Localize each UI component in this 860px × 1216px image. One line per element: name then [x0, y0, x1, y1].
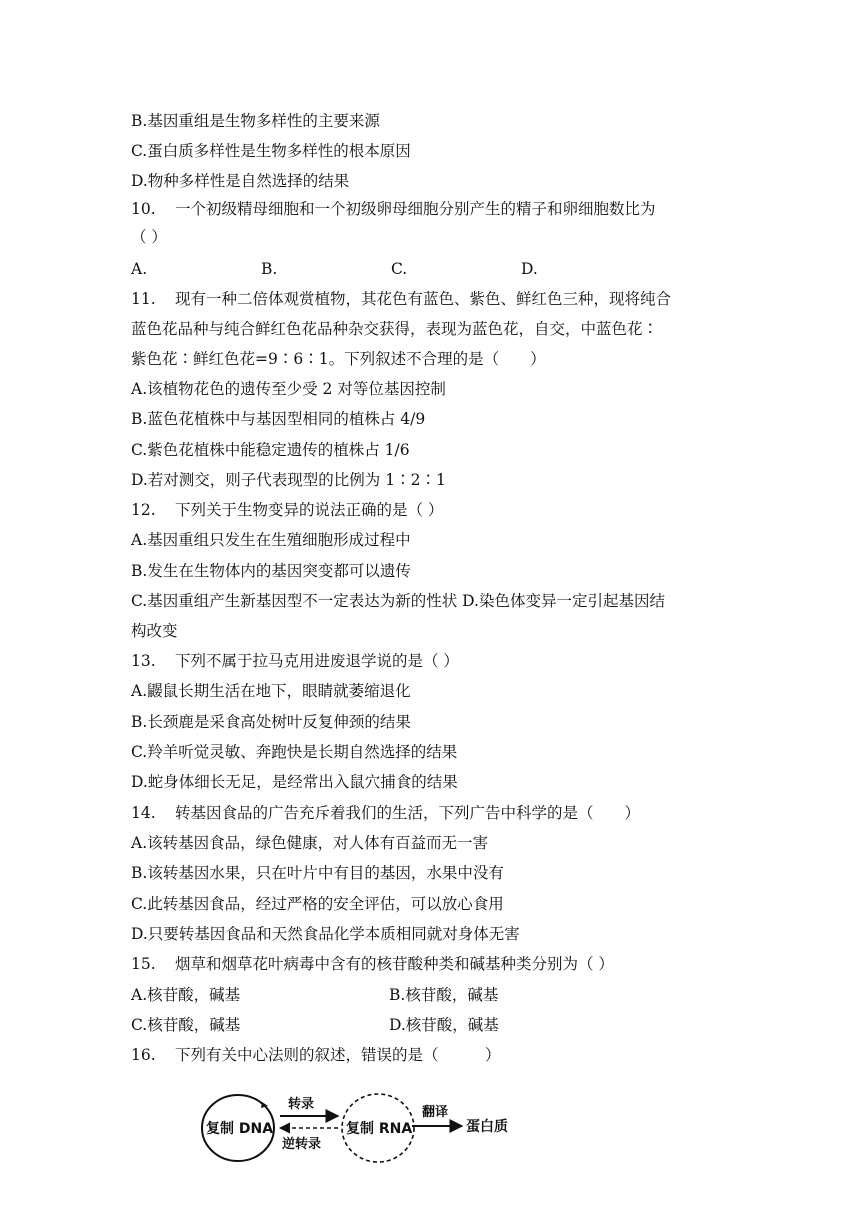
q13-stem: [131, 650, 459, 672]
q13-text: 下列不属于拉马克用进废退学说的是（ ）: [175, 652, 459, 670]
central-dogma-diagram: [200, 1088, 530, 1168]
rna-node-label: 复制 RNA: [346, 1121, 413, 1137]
q10-number: 10.: [131, 200, 156, 218]
q10-paren: （ ）: [131, 228, 167, 246]
q11-stem: [131, 288, 671, 310]
q11-option-c: C.紫色花植株中能稳定遗传的植株占 1/6: [131, 441, 410, 459]
q13-option-a: A.鼹鼠长期生活在地下，眼睛就萎缩退化: [131, 682, 411, 700]
q9-option-c: C.蛋白质多样性是生物多样性的根本原因: [131, 142, 411, 160]
q10-option-c: C.: [391, 260, 408, 278]
q16-stem: [131, 1044, 501, 1066]
q12-option-c-cont: 构改变: [131, 622, 178, 640]
q15-number: 15.: [131, 955, 156, 973]
q13-option-c: C.羚羊听觉灵敏、奔跑快是长期自然选择的结果: [131, 743, 458, 761]
transcription-label: 转录: [288, 1097, 315, 1112]
protein-label: 蛋白质: [466, 1119, 508, 1135]
q14-option-c: C.此转基因食品，经过严格的安全评估，可以放心食用: [131, 895, 504, 913]
q12-stem: [131, 499, 443, 521]
q10-options: [131, 258, 731, 280]
q14-number: 14.: [131, 804, 156, 822]
q15-stem: [131, 953, 614, 975]
q15-option-b: B.核苷酸，碱基: [389, 986, 499, 1004]
q9-option-b: B.基因重组是生物多样性的主要来源: [131, 112, 380, 130]
q10-text: 一个初级精母细胞和一个初级卵母细胞分别产生的精子和卵细胞数比为: [175, 200, 656, 218]
q10-stem: [131, 198, 656, 220]
q11-option-a: A.该植物花色的遗传至少受 2 对等位基因控制: [131, 380, 446, 398]
q12-text: 下列关于生物变异的说法正确的是（ ）: [175, 501, 444, 519]
q11-text-2: 蓝色花品种与纯合鲜红色花品种杂交获得，表现为蓝色花，自交，中蓝色花∶: [131, 320, 659, 338]
q15-option-a: A.核苷酸，碱基: [131, 986, 241, 1004]
q11-number: 11.: [131, 290, 156, 308]
q11-text-3: 紫色花∶鲜红色花=9∶6∶1。下列叙述不合理的是（ ）: [131, 350, 546, 368]
q9-option-d: D.物种多样性是自然选择的结果: [131, 172, 350, 190]
q10-option-d: D.: [521, 260, 538, 278]
reverse-transcription-label: 逆转录: [282, 1137, 322, 1152]
q14-stem: [131, 802, 640, 824]
q14-option-a: A.该转基因食品，绿色健康，对人体有百益而无一害: [131, 834, 489, 852]
q16-text: 下列有关中心法则的叙述，错误的是（ ）: [175, 1046, 501, 1064]
q15-option-d: D.核苷酸，碱基: [389, 1016, 499, 1034]
q14-text: 转基因食品的广告充斥着我们的生活，下列广告中科学的是（ ）: [175, 804, 641, 822]
q12-option-a: A.基因重组只发生在生殖细胞形成过程中: [131, 531, 411, 549]
dna-node-label: 复制 DNA: [206, 1121, 274, 1137]
q15-options-row2: [131, 1014, 731, 1036]
q13-number: 13.: [131, 652, 156, 670]
q14-option-b: B.该转基因水果，只在叶片中有目的基因，水果中没有: [131, 864, 504, 882]
q15-text: 烟草和烟草花叶病毒中含有的核苷酸种类和碱基种类分别为（ ）: [175, 955, 614, 973]
q15-options-row1: [131, 984, 731, 1006]
translation-label: 翻译: [422, 1105, 449, 1120]
q10-option-b: B.: [261, 260, 278, 278]
q11-text-1: 现有一种二倍体观赏植物，其花色有蓝色、紫色、鲜红色三种，现将纯合: [175, 290, 672, 308]
q15-option-c: C.核苷酸，碱基: [131, 1016, 241, 1034]
q12-option-c: C.基因重组产生新基因型不一定表达为新的性状 D.染色体变异一定引起基因结: [131, 592, 665, 610]
q12-option-b: B.发生在生物体内的基因突变都可以遗传: [131, 562, 411, 580]
q14-option-d: D.只要转基因食品和天然食品化学本质相同就对身体无害: [131, 925, 520, 943]
q10-option-a: A.: [131, 260, 148, 278]
q12-number: 12.: [131, 501, 156, 519]
q13-option-d: D.蛇身体细长无足，是经常出入鼠穴捕食的结果: [131, 773, 458, 791]
q11-option-b: B.蓝色花植株中与基因型相同的植株占 4/9: [131, 410, 426, 428]
q16-number: 16.: [131, 1046, 156, 1064]
q13-option-b: B.长颈鹿是采食高处树叶反复伸颈的结果: [131, 713, 411, 731]
q11-option-d: D.若对测交，则子代表现型的比例为 1∶2∶1: [131, 471, 446, 489]
